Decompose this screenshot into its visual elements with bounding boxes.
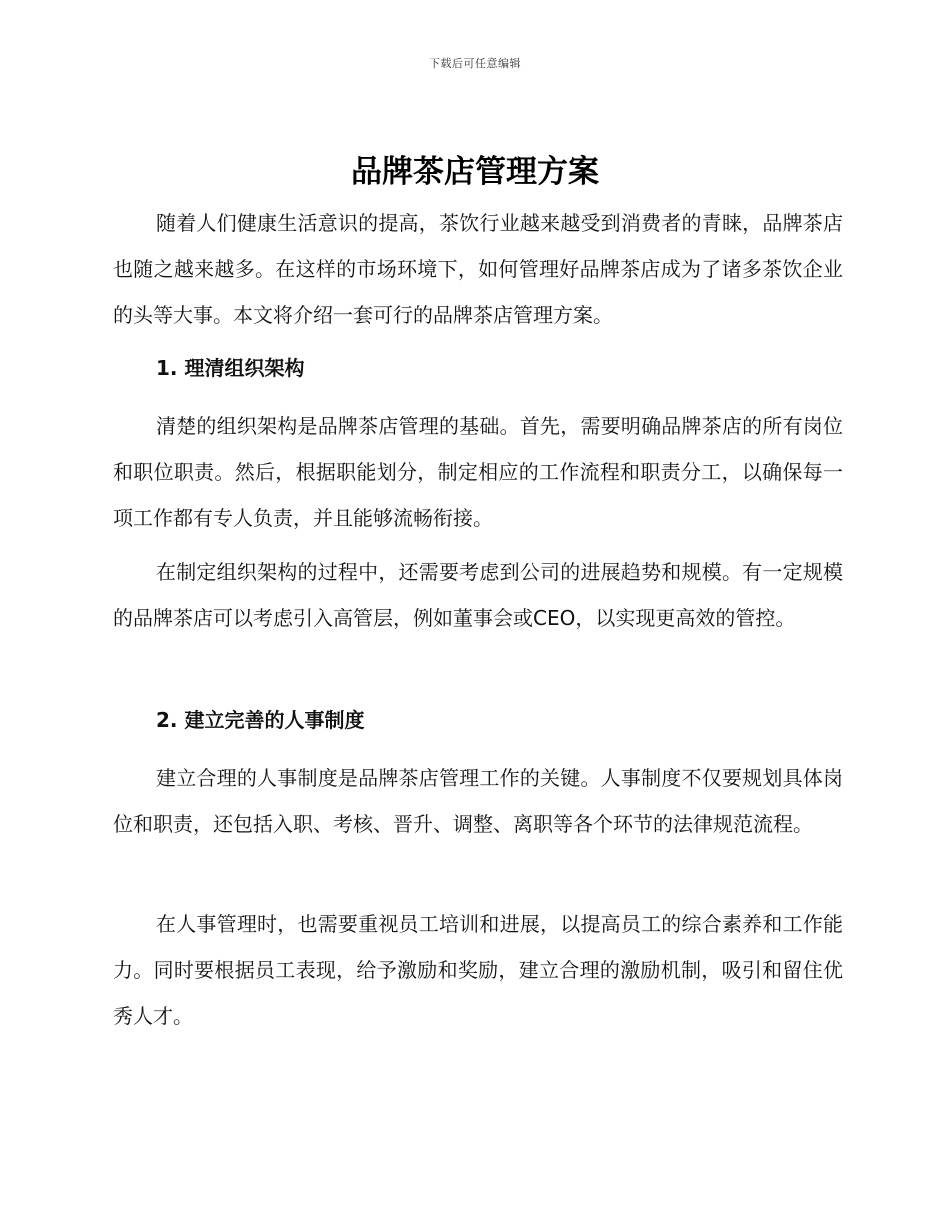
section-heading-organization: 1. 理清组织架构	[156, 356, 305, 380]
section-heading-hr-system: 2. 建立完善的人事制度	[156, 708, 365, 732]
section-paragraph: 建立合理的人事制度是品牌茶店管理工作的关键。人事制度不仅要规划具体岗位和职责，还包括入职、考核、晋升、调整、离职等各个环节的法律规范流程。	[113, 766, 843, 836]
document-title: 品牌茶店管理方案	[351, 154, 599, 190]
header-note: 下载后可任意编辑	[429, 57, 521, 70]
section-paragraph: 在人事管理时，也需要重视员工培训和进展，以提高员工的综合素养和工作能力。同时要根据员工表现，给予激励和奖励，建立合理的激励机制，吸引和留住优秀人才。	[113, 912, 843, 1028]
section-paragraph: 清楚的组织架构是品牌茶店管理的基础。首先，需要明确品牌茶店的所有岗位和职位职责。然后，根据职能划分，制定相应的工作流程和职责分工，以确保每一项工作都有专人负责，并且能够流畅衔接。	[113, 414, 843, 530]
section-paragraph: 在制定组织架构的过程中，还需要考虑到公司的进展趋势和规模。有一定规模的品牌茶店可以考虑引入高管层，例如董事会或CEO，以实现更高效的管控。	[113, 560, 843, 630]
intro-paragraph: 随着人们健康生活意识的提高，茶饮行业越来越受到消费者的青睐，品牌茶店也随之越来越多。在这样的市场环境下，如何管理好品牌茶店成为了诸多茶饮企业的头等大事。本文将介绍一套可行的品牌茶店管理方案。	[113, 211, 843, 327]
